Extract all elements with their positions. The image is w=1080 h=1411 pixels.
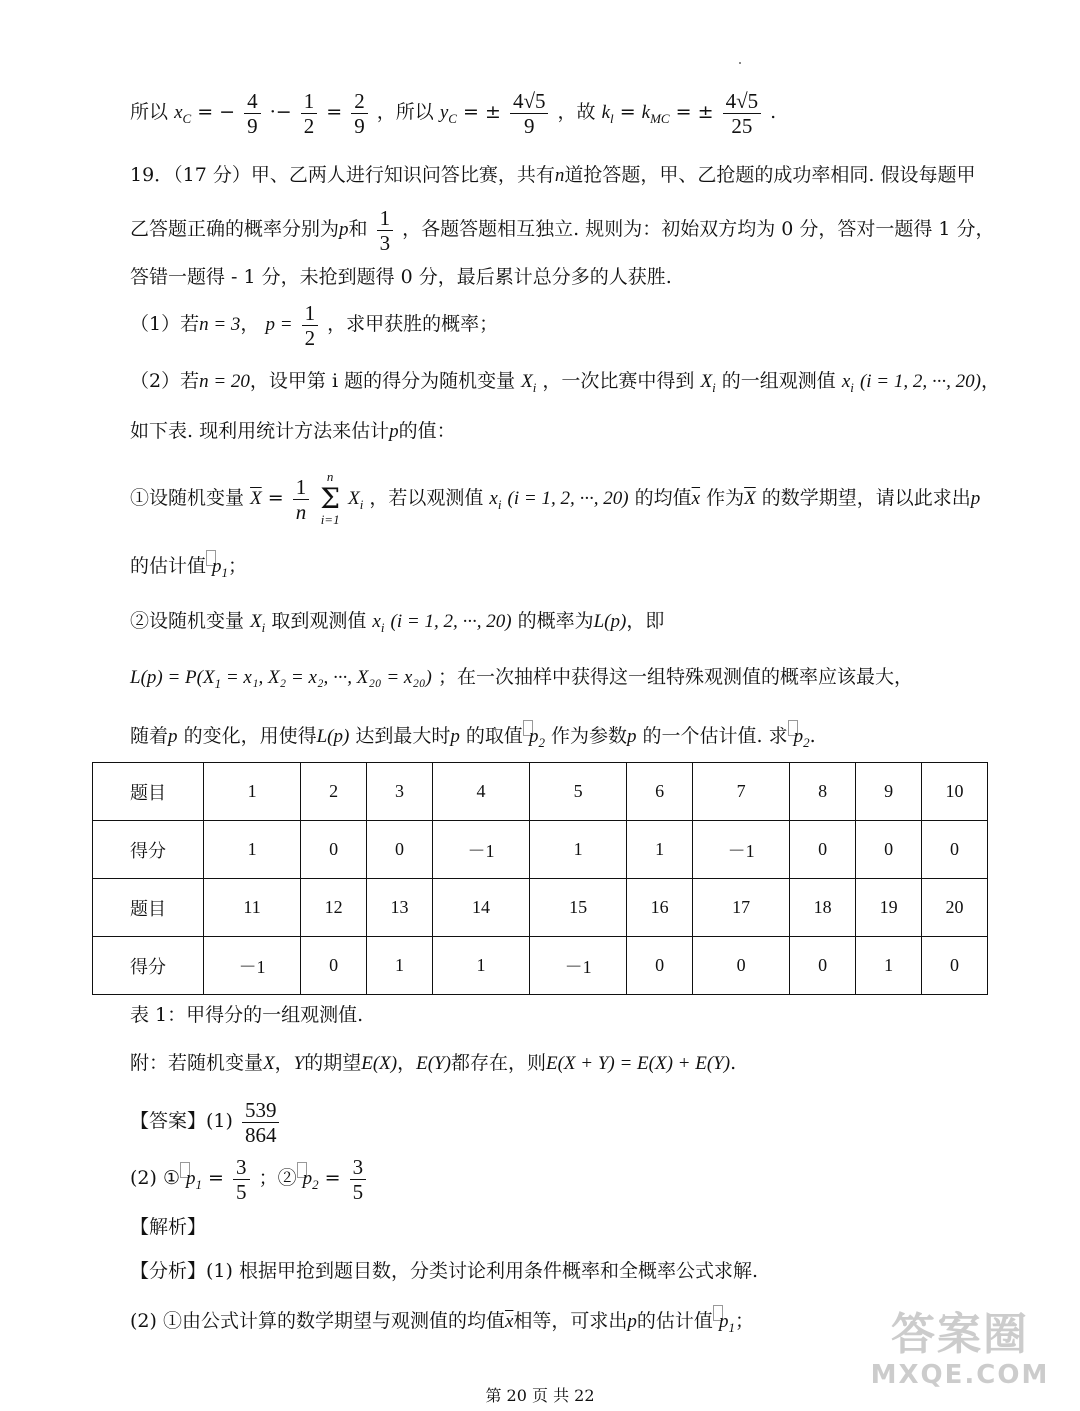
table-cell: 12 xyxy=(301,879,367,937)
table-cell: 5 xyxy=(530,763,627,821)
table-row xyxy=(93,879,988,937)
table-cell: 0 xyxy=(693,937,790,995)
page-footer: 第 20 页 共 22 xyxy=(485,1386,595,1405)
table-cell: 14 xyxy=(432,879,529,937)
q19-sub1-cont: 的估计值 $p_1$； xyxy=(130,550,247,588)
table-cell: 0 xyxy=(922,821,988,879)
table-cell: 2 xyxy=(301,763,367,821)
q19-part2: （2）若n = 20，设甲第 i 题的得分为随机变量 $X_i$ ，一次比赛中得到 $X_i$ 的一组观测值 $x_i$ (i = 1, 2, ···, 20)， xyxy=(130,370,1000,395)
operator: = xyxy=(326,101,343,123)
table-cell: 7 xyxy=(693,763,790,821)
table-cell: 1 xyxy=(627,821,693,879)
answer-line2: (2) ① $p_1$ = $\frac{3}{5}$ ；② $p_2$ = $\frac{3}{5}$ xyxy=(130,1152,369,1211)
solution-line-xc xyxy=(130,86,776,145)
table-cell: －1 xyxy=(432,821,529,879)
table-cell: 题目 xyxy=(93,879,204,937)
table-cell: 1 xyxy=(204,821,301,879)
table-cell: 1 xyxy=(432,937,529,995)
table-cell: 3 xyxy=(367,763,433,821)
operator: · xyxy=(269,101,276,123)
operator: − xyxy=(275,101,292,123)
math-yc: $y_C$ xyxy=(439,102,457,126)
fraction: $\frac{2}{9}$ xyxy=(351,89,368,138)
text: ，故 xyxy=(557,101,596,123)
math-kmc: $k_{MC}$ xyxy=(641,102,670,126)
table-cell: 0 xyxy=(856,821,922,879)
operator: = ± xyxy=(463,101,501,123)
table-cell: 0 xyxy=(301,937,367,995)
analysis-heading: 【解析】 xyxy=(130,1216,207,1238)
table-cell: 18 xyxy=(790,879,856,937)
answer-line1: 【答案】(1) $\frac{539}{864}$ xyxy=(130,1095,282,1147)
appendix-note: 附：若随机变量X，Y的期望E(X)，E(Y)都存在，则E(X + Y) = E(X) + E(Y). xyxy=(130,1052,737,1074)
q19-intro-line1: 19．（17 分）甲、乙两人进行知识问答比赛，共有n道抢答题，甲、乙抢题的成功率相同. 假设每题甲 xyxy=(130,164,976,186)
analysis-part2: (2) ①由公式计算的数学期望与观测值的均值$\overline{x}$相等，可求出p的估计值 $p_1$； xyxy=(130,1305,754,1343)
speck xyxy=(739,62,741,64)
fraction: $\frac{3}{5}$ xyxy=(233,1155,250,1204)
table-caption: 表 1：甲得分的一组观测值. xyxy=(130,1004,364,1026)
fraction: $\frac{539}{864}$ xyxy=(242,1098,280,1147)
summation: n Σ i=1 xyxy=(320,469,341,527)
fraction: $\frac{4√5}{9}$ xyxy=(510,89,549,138)
q19-sub2-cont: 随着p 的变化，用使得L(p) 达到最大时p 的取值 $p_2$ 作为参数p 的一个估计值. 求 $p_2$. xyxy=(130,720,816,758)
table-cell: 1 xyxy=(530,821,627,879)
fraction: $\frac{1}{n}$ xyxy=(293,475,310,524)
fraction: $\frac{4}{9}$ xyxy=(244,89,261,138)
operator: = xyxy=(619,101,636,123)
fraction: $\frac{3}{5}$ xyxy=(350,1155,367,1204)
table-cell: 6 xyxy=(627,763,693,821)
table-cell: 0 xyxy=(301,821,367,879)
operator: = − xyxy=(197,101,236,123)
table-cell: 11 xyxy=(204,879,301,937)
table-cell: －1 xyxy=(530,937,627,995)
operator: = ± xyxy=(675,101,714,123)
math-kl: $k_l$ xyxy=(601,102,614,126)
fraction: $\frac{1}{3}$ xyxy=(377,206,394,255)
table-cell: 1 xyxy=(367,937,433,995)
table-row xyxy=(93,937,988,995)
q19-table-intro: 如下表. 现利用统计方法来估计p的值： xyxy=(130,420,456,442)
table-cell: －1 xyxy=(693,821,790,879)
q19-intro-line2: 乙答题正确的概率分别为p和 $\frac{1}{3}$ ，各题答题相互独立. 规则为：初始双方均为 0 分，答对一题得 1 分， xyxy=(130,205,995,255)
q19-intro-line3: 答错一题得 - 1 分，未抢到题得 0 分，最后累计总分多的人获胜. xyxy=(130,266,672,288)
table-cell: 得分 xyxy=(93,937,204,995)
table-row xyxy=(93,821,988,879)
fraction: $\frac{4√5}{25}$ xyxy=(723,89,762,138)
math-xc: $x_C$ xyxy=(174,102,192,126)
table-cell: 0 xyxy=(627,937,693,995)
table-cell: 0 xyxy=(790,821,856,879)
table-cell: 0 xyxy=(790,937,856,995)
fraction: $\frac{1}{2}$ xyxy=(301,89,318,138)
table-cell: 20 xyxy=(922,879,988,937)
table-cell: 得分 xyxy=(93,821,204,879)
watermark-logo: 答案圈 MXQE.COM xyxy=(870,1309,1050,1390)
table-cell: 0 xyxy=(922,937,988,995)
table-cell: 1 xyxy=(204,763,301,821)
table-cell: 13 xyxy=(367,879,433,937)
table-cell: 题目 xyxy=(93,763,204,821)
table-cell: 15 xyxy=(530,879,627,937)
text: 所以 xyxy=(130,101,169,123)
table-cell: 4 xyxy=(432,763,529,821)
q19-part1: （1）若n = 3， p = $\frac{1}{2}$ ，求甲获胜的概率； xyxy=(130,300,499,350)
table-cell: 8 xyxy=(790,763,856,821)
table-cell: 10 xyxy=(922,763,988,821)
table-cell: －1 xyxy=(204,937,301,995)
text: ，所以 xyxy=(376,101,434,123)
observation-table xyxy=(92,762,988,995)
fraction: $\frac{1}{2}$ xyxy=(302,301,319,350)
q19-likelihood: $L(p) = P(X_1 = x_1$, X₂ = x₂, ···, X₂₀ = x₂₀) ；在一次抽样中获得这一组特殊观测值的概率应该最大， xyxy=(130,666,913,691)
table-row xyxy=(93,763,988,821)
table-cell: 19 xyxy=(856,879,922,937)
analysis-part1: 【分析】(1) 根据甲抢到题目数，分类讨论利用条件概率和全概率公式求解. xyxy=(130,1260,758,1282)
q19-sub2: ②设随机变量 $X_i$ 取到观测值 $x_i$ (i = 1, 2, ···, 20) 的概率为L(p)，即 xyxy=(130,610,665,635)
table-cell: 16 xyxy=(627,879,693,937)
table-cell: 9 xyxy=(856,763,922,821)
table-cell: 17 xyxy=(693,879,790,937)
table-cell: 0 xyxy=(367,821,433,879)
table-cell: 1 xyxy=(856,937,922,995)
text: . xyxy=(770,101,777,123)
q19-sub1: ①设随机变量 $\overline{X}$ = $\frac{1}{n}$ n Σ i=1 $X_i$ ，若以观测值 $x_i$ (i = 1, 2, ···, 20) 的均值$\overline{x}$ 作为$\overline{X}$ 的数学期望，请以此求出p xyxy=(130,469,981,527)
